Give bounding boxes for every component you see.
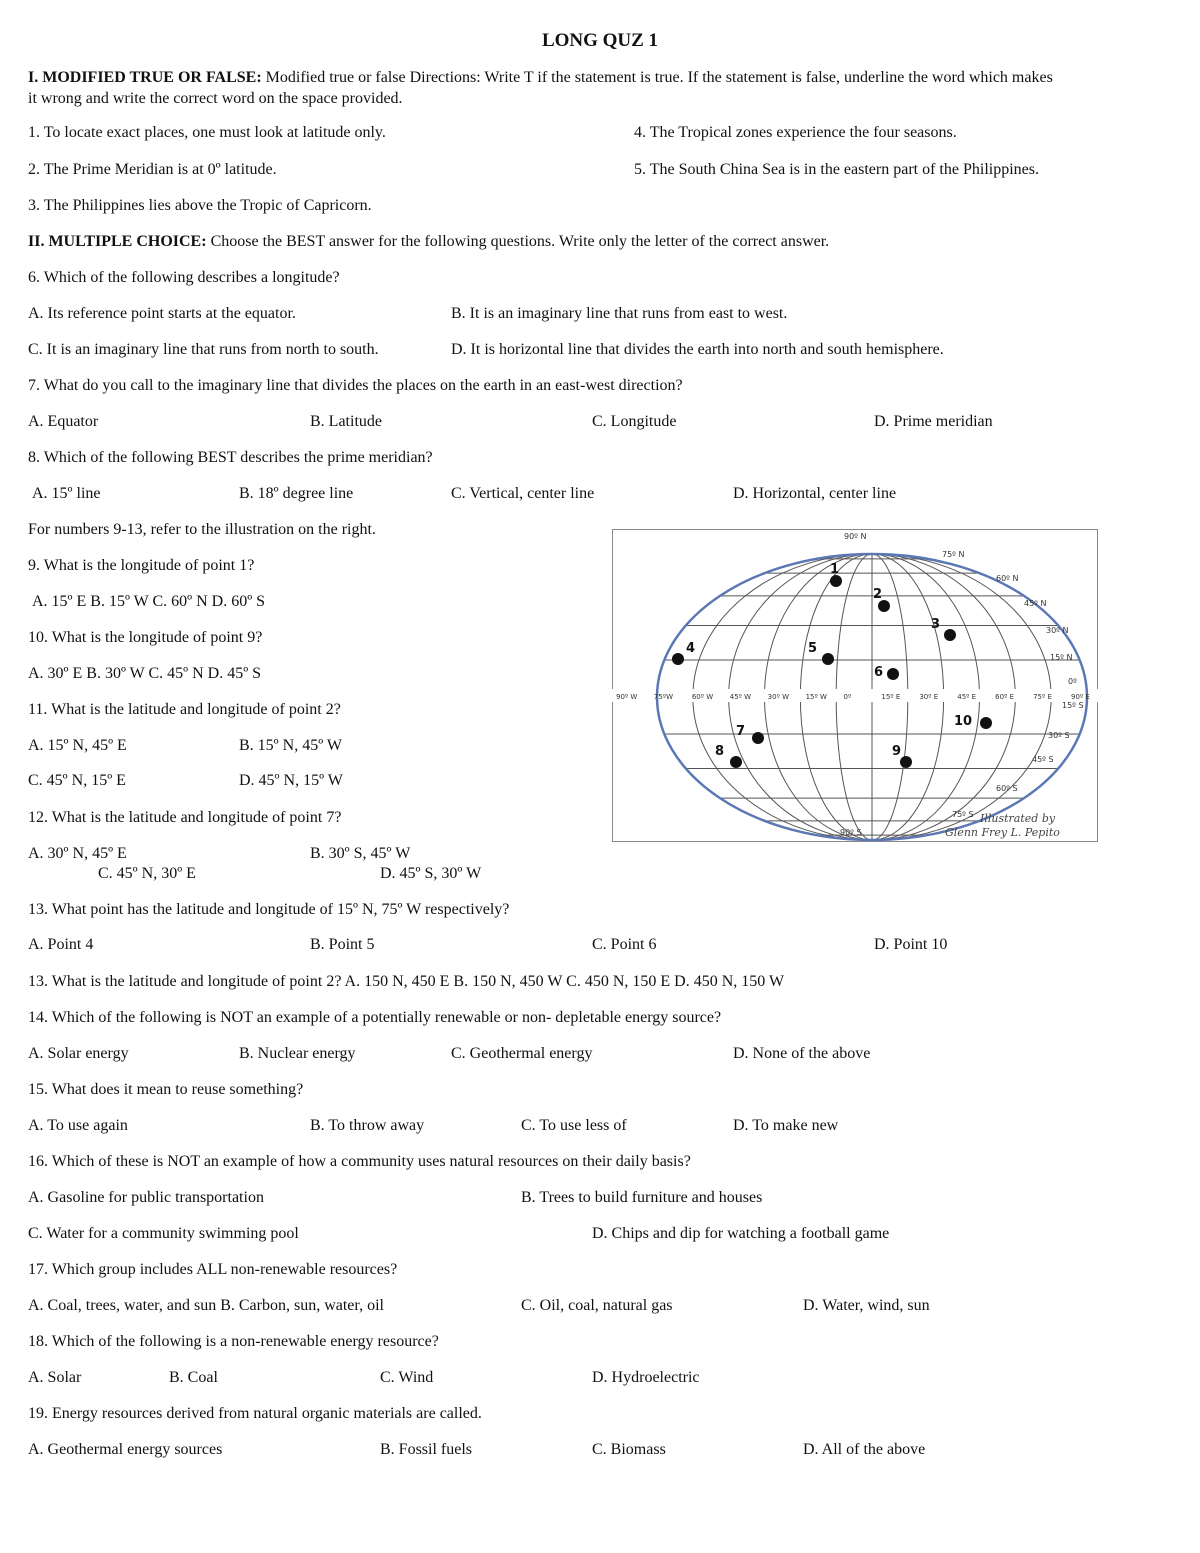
q14-option-a: A. Solar energy bbox=[28, 1045, 129, 1062]
part1-directions-line1 bbox=[28, 68, 1053, 88]
q16-option-c: C. Water for a community swimming pool bbox=[28, 1225, 299, 1242]
point-marker bbox=[887, 668, 899, 680]
q11-option-d: D. 45º N, 15º W bbox=[239, 772, 343, 789]
latitude-label-south: 75º S bbox=[952, 810, 974, 819]
question-9: 9. What is the longitude of point 1? bbox=[28, 557, 255, 574]
point-marker bbox=[730, 756, 742, 768]
point-label: 10 bbox=[954, 714, 973, 729]
point-marker bbox=[980, 717, 992, 729]
part2-directions-line bbox=[28, 232, 829, 252]
question-11: 11. What is the latitude and longitude of point 2? bbox=[28, 701, 341, 718]
q17-option-ab: A. Coal, trees, water, and sun B. Carbon, sun, water, oil bbox=[28, 1297, 384, 1314]
point-label: 4 bbox=[686, 641, 696, 656]
q7-option-b: B. Latitude bbox=[310, 413, 382, 430]
illustration-credit-line2: Glenn Frey L. Pepito bbox=[945, 826, 1060, 839]
point-label: 7 bbox=[736, 724, 746, 739]
q16-option-a: A. Gasoline for public transportation bbox=[28, 1189, 264, 1206]
q15-option-d: D. To make new bbox=[733, 1117, 839, 1134]
part1-directions-line2: it wrong and write the correct word on the space provided. bbox=[28, 90, 403, 107]
q13a-option-c: C. Point 6 bbox=[592, 936, 657, 953]
q7-option-c: C. Longitude bbox=[592, 413, 677, 430]
question-8: 8. Which of the following BEST describes the prime meridian? bbox=[28, 449, 433, 466]
q14-option-c: C. Geothermal energy bbox=[451, 1045, 593, 1062]
q12-option-d: D. 45º S, 30º W bbox=[380, 865, 482, 882]
latitude-label-north: 30º N bbox=[1046, 626, 1069, 635]
q13a-option-d: D. Point 10 bbox=[874, 936, 948, 953]
q8-option-d: D. Horizontal, center line bbox=[733, 485, 897, 502]
q15-option-c: C. To use less of bbox=[521, 1117, 627, 1134]
longitude-label: 30º W bbox=[767, 693, 790, 701]
latitude-label-north: 75º N bbox=[942, 550, 965, 559]
latitude-label-south: 30º S bbox=[1048, 731, 1070, 740]
latitude-label-north: 15º N bbox=[1050, 653, 1073, 662]
question-13b: 13. What is the latitude and longitude of point 2? A. 150 N, 450 E B. 150 N, 450 W C. 450 N, 150 E D. 450 N, 150 W bbox=[28, 973, 785, 990]
q15-option-a: A. To use again bbox=[28, 1117, 128, 1134]
latitude-label-south: 15º S bbox=[1062, 701, 1084, 710]
part2-heading: II. MULTIPLE CHOICE: bbox=[28, 233, 207, 250]
point-marker bbox=[822, 653, 834, 665]
question-19: 19. Energy resources derived from natural organic materials are called. bbox=[28, 1405, 482, 1422]
q8-option-c: C. Vertical, center line bbox=[451, 485, 595, 502]
point-marker bbox=[900, 756, 912, 768]
longitude-label: 45º E bbox=[957, 693, 977, 701]
q8-option-b: B. 18º degree line bbox=[239, 485, 354, 502]
point-label: 6 bbox=[874, 665, 884, 680]
question-10: 10. What is the longitude of point 9? bbox=[28, 629, 263, 646]
part1-directions: Modified true or false Directions: Write T if the statement is true. If the statement is false, underline the word which makes bbox=[265, 69, 1053, 86]
q6-option-d: D. It is horizontal line that divides the earth into north and south hemisphere. bbox=[451, 341, 944, 358]
latitude-label-north: 45º N bbox=[1024, 599, 1047, 608]
q6-option-c: C. It is an imaginary line that runs from north to south. bbox=[28, 341, 379, 358]
point-label: 2 bbox=[873, 587, 883, 602]
q10-options: A. 30º E B. 30º W C. 45º N D. 45º S bbox=[28, 665, 262, 682]
item-2: 2. The Prime Meridian is at 0º latitude. bbox=[28, 161, 277, 178]
q6-option-a: A. Its reference point starts at the equator. bbox=[28, 305, 296, 322]
illustration-frame bbox=[613, 530, 1098, 842]
q14-option-d: D. None of the above bbox=[733, 1045, 871, 1062]
longitude-label: 45º W bbox=[729, 693, 752, 701]
q18-option-b: B. Coal bbox=[169, 1369, 218, 1386]
point-label: 8 bbox=[715, 744, 725, 759]
q18-option-d: D. Hydroelectric bbox=[592, 1369, 700, 1386]
longitude-label: 15º W bbox=[805, 693, 827, 701]
question-15: 15. What does it mean to reuse something? bbox=[28, 1081, 304, 1098]
q9-options: A. 15º E B. 15º W C. 60º N D. 60º S bbox=[32, 593, 266, 610]
part1-heading: I. MODIFIED TRUE OR FALSE: bbox=[28, 69, 262, 86]
item-4: 4. The Tropical zones experience the four seasons. bbox=[634, 124, 957, 141]
question-14: 14. Which of the following is NOT an example of a potentially renewable or non- depletable energy source? bbox=[28, 1009, 722, 1026]
item-5: 5. The South China Sea is in the eastern part of the Philippines. bbox=[634, 161, 1039, 178]
question-13a: 13. What point has the latitude and longitude of 15º N, 75º W respectively? bbox=[28, 901, 510, 918]
latitude-label-north: 0º bbox=[1068, 677, 1077, 686]
q18-option-c: C. Wind bbox=[380, 1369, 434, 1386]
part2-directions: Choose the BEST answer for the following questions. Write only the letter of the correct answer. bbox=[210, 233, 830, 250]
latitude-label-north: 90º N bbox=[844, 532, 867, 541]
q7-option-a: A. Equator bbox=[28, 413, 99, 430]
longitude-label: 60º W bbox=[691, 693, 714, 701]
longitude-label: 75º E bbox=[1033, 693, 1052, 701]
q18-option-a: A. Solar bbox=[28, 1369, 82, 1386]
q8-option-a: A. 15º line bbox=[32, 485, 101, 502]
globe-illustration bbox=[612, 529, 1098, 842]
illustration-reference: For numbers 9-13, refer to the illustration on the right. bbox=[28, 521, 376, 538]
question-12: 12. What is the latitude and longitude of point 7? bbox=[28, 809, 342, 826]
latitude-label-south: 45º S bbox=[1032, 755, 1054, 764]
q15-option-b: B. To throw away bbox=[310, 1117, 425, 1134]
q12-option-b: B. 30º S, 45º W bbox=[310, 845, 411, 862]
point-label: 3 bbox=[931, 617, 941, 632]
illustration-credit-line1: Illustrated by bbox=[980, 812, 1056, 825]
longitude-label: 60º E bbox=[995, 693, 1015, 701]
q17-option-c: C. Oil, coal, natural gas bbox=[521, 1297, 673, 1314]
point-label: 5 bbox=[808, 641, 818, 656]
item-1: 1. To locate exact places, one must look at latitude only. bbox=[28, 124, 386, 141]
question-16: 16. Which of these is NOT an example of how a community uses natural resources on their daily basis? bbox=[28, 1153, 691, 1170]
longitude-label: 30º E bbox=[919, 693, 939, 701]
longitude-label: 15º E bbox=[881, 693, 901, 701]
q19-option-d: D. All of the above bbox=[803, 1441, 926, 1458]
q16-option-b: B. Trees to build furniture and houses bbox=[521, 1189, 763, 1206]
question-18: 18. Which of the following is a non-renewable energy resource? bbox=[28, 1333, 439, 1350]
longitude-label: 75ºW bbox=[653, 693, 674, 701]
q12-option-c: C. 45º N, 30º E bbox=[98, 865, 196, 882]
q6-option-b: B. It is an imaginary line that runs from east to west. bbox=[451, 305, 788, 322]
question-17: 17. Which group includes ALL non-renewable resources? bbox=[28, 1261, 398, 1278]
latitude-label-north: 60º N bbox=[996, 574, 1019, 583]
q16-option-d: D. Chips and dip for watching a football game bbox=[592, 1225, 890, 1242]
longitude-label: 90º E bbox=[1071, 693, 1090, 701]
point-marker bbox=[944, 629, 956, 641]
q13a-option-b: B. Point 5 bbox=[310, 936, 375, 953]
longitude-label: 90º W bbox=[616, 693, 638, 701]
q14-option-b: B. Nuclear energy bbox=[239, 1045, 356, 1062]
item-3: 3. The Philippines lies above the Tropic of Capricorn. bbox=[28, 197, 372, 214]
page-title: LONG QUZ 1 bbox=[541, 30, 659, 51]
point-label: 1 bbox=[830, 562, 840, 577]
q7-option-d: D. Prime meridian bbox=[874, 413, 993, 430]
q11-option-b: B. 15º N, 45º W bbox=[239, 737, 342, 754]
longitude-label: 0º bbox=[843, 693, 852, 701]
point-marker bbox=[752, 732, 764, 744]
q19-option-c: C. Biomass bbox=[592, 1441, 666, 1458]
q11-option-a: A. 15º N, 45º E bbox=[28, 737, 127, 754]
point-marker bbox=[672, 653, 684, 665]
question-6: 6. Which of the following describes a longitude? bbox=[28, 269, 340, 286]
q12-option-a: A. 30º N, 45º E bbox=[28, 845, 127, 862]
q19-option-a: A. Geothermal energy sources bbox=[28, 1441, 223, 1458]
point-label: 9 bbox=[892, 744, 902, 759]
latitude-label-south: 90º S bbox=[840, 828, 862, 837]
equator-label-band bbox=[612, 689, 1098, 702]
q11-option-c: C. 45º N, 15º E bbox=[28, 772, 126, 789]
q17-option-d: D. Water, wind, sun bbox=[803, 1297, 930, 1314]
q13a-option-a: A. Point 4 bbox=[28, 936, 94, 953]
latitude-label-south: 60º S bbox=[996, 784, 1018, 793]
question-7: 7. What do you call to the imaginary line that divides the places on the earth in an east-west direction? bbox=[28, 377, 683, 394]
q19-option-b: B. Fossil fuels bbox=[380, 1441, 473, 1458]
